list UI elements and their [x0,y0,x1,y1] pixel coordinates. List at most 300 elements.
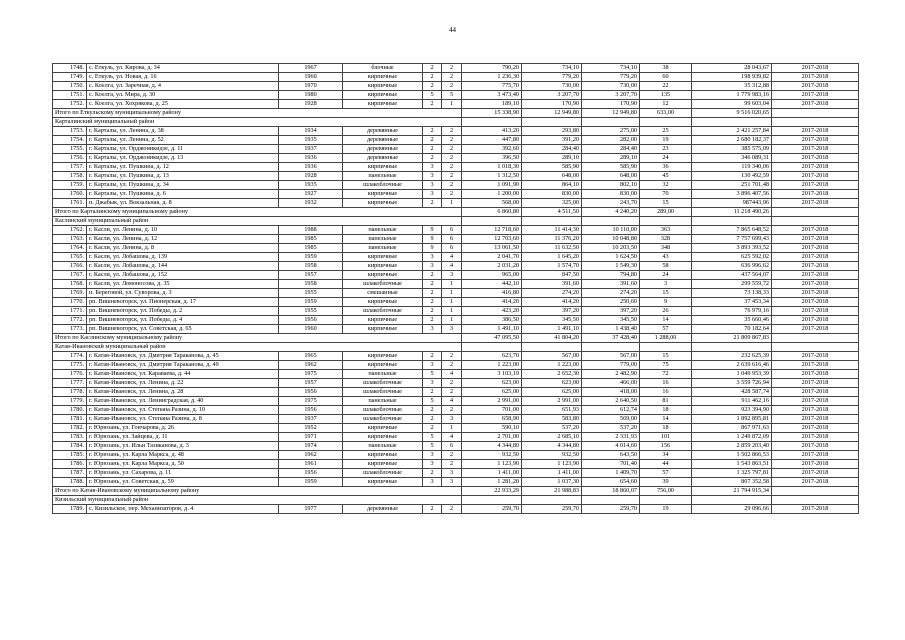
total-area-cell: 13 061,50 [462,244,522,253]
repair-period-cell: 2017-2018 [772,352,859,361]
repair-cost-cell: 2 680 182,37 [692,136,772,145]
residents-cell: 15 [640,352,692,361]
table-row [53,82,859,91]
floors-cell: 2 [423,145,442,154]
wall-material-cell: кирпичные [343,316,423,325]
repair-cost-cell: 299 559,72 [692,280,772,289]
address-cell: п. Джабык, ул. Вокзальная, д. 8 [87,199,279,208]
address-cell: г. Карталы, ул. Пушкина, д. 13 [87,172,279,181]
address-cell: с. Коелга, ул. Мира, д. 30 [87,91,279,100]
district-header-row [53,118,859,127]
premises-area-cell: 730,00 [522,82,582,91]
total-area-cell: 2 701,00 [462,433,522,442]
year-built-cell: 1936 [279,154,343,163]
repair-cost-cell: 346 089,31 [692,154,772,163]
row-number: 1765. [53,253,87,262]
entrances-cell: 2 [442,361,462,370]
repair-cost-cell: 923 394,90 [692,406,772,415]
total-area-cell: 623,70 [462,352,522,361]
total-area-cell: 2 031,20 [462,262,522,271]
premises-area-cell: 170,90 [522,100,582,109]
entrances-cell: 1 [442,316,462,325]
wall-material-cell: кирпичные [343,271,423,280]
table-row [53,370,859,379]
premises-area-cell: 864,10 [522,181,582,190]
wall-material-cell: шлакоблочные [343,388,423,397]
entrances-cell: 2 [442,460,462,469]
repair-cost-cell: 428 587,74 [692,388,772,397]
repair-cost-cell: 70 182,64 [692,325,772,334]
repair-cost-cell: 198 939,82 [692,73,772,82]
table-row [53,478,859,487]
wall-material-cell: кирпичные [343,325,423,334]
table-row [53,325,859,334]
entrances-cell: 4 [442,397,462,406]
entrances-cell: 3 [442,415,462,424]
residents-cell: 44 [640,460,692,469]
premises-area-cell: 623,00 [522,379,582,388]
row-number: 1756. [53,154,87,163]
year-built-cell: 1961 [279,460,343,469]
repair-period-cell: 2017-2018 [772,199,859,208]
floors-cell: 2 [423,73,442,82]
total-area-cell: 2 041,70 [462,253,522,262]
repair-cost-cell: 119 340,06 [692,163,772,172]
address-cell: г. Юрюзань, ул. Карла Маркса, д. 48 [87,451,279,460]
total-area-cell: 658,90 [462,415,522,424]
year-built-cell: 1935 [279,136,343,145]
table-row [53,352,859,361]
total-area-cell: 1 223,00 [462,361,522,370]
repair-cost-cell: 251 701,48 [692,181,772,190]
premises-area-cell: 567,00 [522,352,582,361]
address-cell: г. Катав-Ивановск, ул. Ленинградская, д. 40 [87,397,279,406]
wall-material-cell: смешанные [343,289,423,298]
floors-cell: 2 [423,424,442,433]
row-number: 1788. [53,478,87,487]
table-row [53,415,859,424]
table-row [53,244,859,253]
premises-area-cell: 2 991,00 [522,397,582,406]
residents-cell: 24 [640,271,692,280]
row-number: 1751. [53,91,87,100]
entrances-cell: 1 [442,307,462,316]
entrances-cell: 2 [442,82,462,91]
repair-cost-cell: 28 043,67 [692,64,772,73]
floors-cell: 2 [423,154,442,163]
year-built-cell: 1934 [279,127,343,136]
premises-area-cell: 625,00 [522,388,582,397]
premises-area-cell: 1 645,20 [522,253,582,262]
premises-area-cell: 932,50 [522,451,582,460]
residents-cell: 43 [640,253,692,262]
row-number: 1785. [53,451,87,460]
year-built-cell: 1928 [279,172,343,181]
premises-area-cell: 11 632,50 [522,244,582,253]
row-number: 1754. [53,136,87,145]
address-cell: с. Коелга, ул. Заречная, д. 4 [87,82,279,91]
floors-cell: 3 [423,181,442,190]
wall-material-cell: кирпичные [343,73,423,82]
floors-cell: 2 [423,406,442,415]
entrances-cell: 6 [442,235,462,244]
premises-area-cell: 2 685,10 [522,433,582,442]
row-number: 1757. [53,163,87,172]
entrances-cell: 6 [442,442,462,451]
row-number: 1750. [53,82,87,91]
entrances-cell: 4 [442,370,462,379]
floors-cell: 5 [423,433,442,442]
year-built-cell: 1988 [279,226,343,235]
entrances-cell: 6 [442,244,462,253]
table-row [53,442,859,451]
residential-area-cell: 418,00 [582,388,640,397]
empty-cell [772,217,859,226]
year-built-cell: 1937 [279,415,343,424]
wall-material-cell: панельные [343,235,423,244]
row-number: 1761. [53,199,87,208]
residents-cell: 15 [640,199,692,208]
row-number: 1787. [53,469,87,478]
wall-material-cell: кирпичные [343,352,423,361]
entrances-cell: 2 [442,163,462,172]
residents-cell: 756,00 [640,487,692,496]
repair-period-cell: 2017-2018 [772,271,859,280]
premises-area-cell: 397,20 [522,307,582,316]
address-cell: п. Береговой, ул. Суворова, д. 3 [87,289,279,298]
entrances-cell: 3 [442,325,462,334]
repair-cost-cell: 21 809 867,83 [692,334,772,343]
floors-cell: 3 [423,163,442,172]
residential-area-cell: 37 428,40 [582,334,640,343]
residential-area-cell: 1 549,30 [582,262,640,271]
row-number: 1766. [53,262,87,271]
empty-cell [640,343,692,352]
year-built-cell: 1967 [279,64,343,73]
total-area-cell: 1 281,20 [462,478,522,487]
entrances-cell: 3 [442,469,462,478]
wall-material-cell: деревянные [343,154,423,163]
repair-cost-cell: 1 502 866,53 [692,451,772,460]
wall-material-cell: кирпичные [343,190,423,199]
table-row [53,451,859,460]
table-row [53,424,859,433]
premises-area-cell: 289,10 [522,154,582,163]
floors-cell: 2 [423,136,442,145]
repair-cost-cell: 232 625,39 [692,352,772,361]
entrances-cell: 2 [442,388,462,397]
year-built-cell: 1932 [279,199,343,208]
repair-cost-cell: 987443,96 [692,199,772,208]
address-cell: г. Катав-Ивановск, ул. Ленина, д. 28 [87,388,279,397]
wall-material-cell: кирпичные [343,478,423,487]
table-row [53,271,859,280]
premises-area-cell: 12 949,80 [522,109,582,118]
table-row [53,100,859,109]
floors-cell: 2 [423,271,442,280]
wall-material-cell: кирпичные [343,451,423,460]
residential-area-cell: 648,00 [582,172,640,181]
residents-cell: 363 [640,226,692,235]
repair-period-cell: 2017-2018 [772,415,859,424]
wall-material-cell: шлакоблочные [343,181,423,190]
premises-area-cell: 414,20 [522,298,582,307]
address-cell: г. Юрюзань, ул. Зайцева, д. 11 [87,433,279,442]
row-number: 1770. [53,298,87,307]
address-cell: г. Касли, ул. Ломоносова, д. 35 [87,280,279,289]
premises-area-cell: 4 511,50 [522,208,582,217]
total-area-cell: 259,70 [462,505,522,514]
premises-area-cell: 3 207,70 [522,91,582,100]
premises-area-cell: 847,50 [522,271,582,280]
repair-period-cell: 2017-2018 [772,100,859,109]
residents-cell: 19 [640,136,692,145]
total-area-cell: 1 123,90 [462,460,522,469]
residential-area-cell: 2 482,90 [582,370,640,379]
residents-cell: 70 [640,190,692,199]
subtotal-label: Итого по Еткульскому муниципальному району [53,109,462,118]
row-number: 1783. [53,433,87,442]
residential-area-cell: 779,20 [582,73,640,82]
repair-cost-cell: 76 979,16 [692,307,772,316]
year-built-cell: 1985 [279,244,343,253]
address-cell: г. Юрюзань, ул. Сахарова, д. 11 [87,469,279,478]
repair-period-cell: 2017-2018 [772,424,859,433]
floors-cell: 2 [423,469,442,478]
entrances-cell: 2 [442,136,462,145]
year-built-cell: 1956 [279,469,343,478]
empty-cell [522,118,582,127]
table-row [53,172,859,181]
repair-period-cell: 2017-2018 [772,451,859,460]
empty-cell [462,118,522,127]
address-cell: г. Карталы, ул. Пушкина, д. 12 [87,163,279,172]
residents-cell: 16 [640,379,692,388]
floors-cell: 2 [423,316,442,325]
repair-period-cell: 2017-2018 [772,181,859,190]
residents-cell: 57 [640,469,692,478]
table-row [53,253,859,262]
district-subtotal-row [53,334,859,343]
table-row [53,91,859,100]
empty-cell [640,118,692,127]
residential-area-cell: 2 331,93 [582,433,640,442]
entrances-cell: 2 [442,352,462,361]
residents-cell: 3 [640,280,692,289]
row-number: 1762. [53,226,87,235]
empty-cell [692,118,772,127]
premises-area-cell: 11 376,20 [522,235,582,244]
subtotal-label: Итого по Карталинскому муниципальному району [53,208,462,217]
floors-cell: 2 [423,388,442,397]
total-area-cell: 1 312,50 [462,172,522,181]
repair-cost-cell: 11 218 490,26 [692,208,772,217]
row-number: 1778. [53,388,87,397]
year-built-cell: 1985 [279,235,343,244]
row-number: 1772. [53,316,87,325]
entrances-cell: 1 [442,289,462,298]
wall-material-cell: шлакоблочные [343,415,423,424]
total-area-cell: 1 200,00 [462,190,522,199]
residential-area-cell: 1 409,70 [582,469,640,478]
repair-cost-cell: 1 049 953,39 [692,370,772,379]
residential-area-cell: 10 110,00 [582,226,640,235]
district-subtotal-row [53,109,859,118]
year-built-cell: 1958 [279,262,343,271]
residents-cell: 81 [640,397,692,406]
residents-cell: 75 [640,361,692,370]
total-area-cell: 568,00 [462,199,522,208]
table-row [53,64,859,73]
empty-cell [582,496,640,505]
year-built-cell: 1935 [279,181,343,190]
row-number: 1763. [53,235,87,244]
wall-material-cell: кирпичные [343,199,423,208]
residents-cell: 12 [640,100,692,109]
total-area-cell: 414,20 [462,298,522,307]
total-area-cell: 1 491,10 [462,325,522,334]
premises-area-cell: 1 574,70 [522,262,582,271]
residential-area-cell: 250,60 [582,298,640,307]
repair-cost-cell: 2 859 203,40 [692,442,772,451]
table-row [53,505,859,514]
year-built-cell: 1927 [279,190,343,199]
row-number: 1775. [53,361,87,370]
total-area-cell: 3 103,19 [462,370,522,379]
floors-cell: 2 [423,298,442,307]
total-area-cell: 701,00 [462,406,522,415]
table-row [53,460,859,469]
year-built-cell: 1937 [279,145,343,154]
total-area-cell: 3 473,40 [462,91,522,100]
wall-material-cell: деревянные [343,127,423,136]
district-subtotal-row [53,208,859,217]
repair-cost-cell: 1 543 863,51 [692,460,772,469]
floors-cell: 5 [423,91,442,100]
address-cell: г. Касли, ул. Лобашова, д. 152 [87,271,279,280]
residential-area-cell: 170,90 [582,100,640,109]
residents-cell: 14 [640,415,692,424]
residential-area-cell: 10 203,50 [582,244,640,253]
total-area-cell: 1 236,30 [462,73,522,82]
entrances-cell: 2 [442,379,462,388]
repair-cost-cell: 437 564,07 [692,271,772,280]
repair-period-cell: 2017-2018 [772,82,859,91]
residential-area-cell: 345,50 [582,316,640,325]
row-number: 1760. [53,190,87,199]
entrances-cell: 2 [442,406,462,415]
wall-material-cell: шлакоблочные [343,469,423,478]
residents-cell: 135 [640,91,692,100]
residential-area-cell: 3 207,70 [582,91,640,100]
repair-cost-cell: 3 559 726,94 [692,379,772,388]
repair-cost-cell: 35 312,88 [692,82,772,91]
wall-material-cell: панельные [343,442,423,451]
table-row [53,73,859,82]
floors-cell: 3 [423,460,442,469]
table-row [53,154,859,163]
address-cell: г. Касли, ул. Ленина, д. 10 [87,226,279,235]
repair-period-cell: 2017-2018 [772,307,859,316]
table-row [53,235,859,244]
repair-period-cell: 2017-2018 [772,325,859,334]
table-row [53,262,859,271]
repair-period-cell: 2017-2018 [772,253,859,262]
row-number: 1767. [53,271,87,280]
row-number: 1780. [53,406,87,415]
total-area-cell: 423,20 [462,307,522,316]
repair-cost-cell: 130 492,59 [692,172,772,181]
premises-area-cell: 1 037,30 [522,478,582,487]
entrances-cell: 3 [442,478,462,487]
table-row [53,127,859,136]
empty-cell [640,217,692,226]
residential-area-cell: 275,00 [582,127,640,136]
empty-cell [522,496,582,505]
entrances-cell: 2 [442,190,462,199]
repair-period-cell: 2017-2018 [772,262,859,271]
district-name: Кизильский муниципальный район [53,496,462,505]
wall-material-cell: шлакоблочные [343,379,423,388]
repair-period-cell: 2017-2018 [772,433,859,442]
empty-cell [692,343,772,352]
entrances-cell: 3 [442,271,462,280]
entrances-cell: 2 [442,181,462,190]
repair-period-cell: 2017-2018 [772,289,859,298]
total-area-cell: 416,80 [462,289,522,298]
repair-period-cell: 2017-2018 [772,469,859,478]
total-area-cell: 590,10 [462,424,522,433]
total-area-cell: 965,00 [462,271,522,280]
floors-cell: 3 [423,253,442,262]
residential-area-cell: 10 048,80 [582,235,640,244]
wall-material-cell: кирпичные [343,361,423,370]
total-area-cell: 6 860,80 [462,208,522,217]
residents-cell: 23 [640,145,692,154]
wall-material-cell: шлакоблочные [343,280,423,289]
table-row [53,406,859,415]
premises-area-cell: 830,00 [522,190,582,199]
total-area-cell: 2 991,00 [462,397,522,406]
year-built-cell: 1959 [279,298,343,307]
row-number: 1759. [53,181,87,190]
total-area-cell: 447,80 [462,136,522,145]
total-area-cell: 12 718,60 [462,226,522,235]
residents-cell: 328 [640,235,692,244]
residential-area-cell: 802,10 [582,181,640,190]
repair-cost-cell: 3 893 393,52 [692,244,772,253]
floors-cell: 5 [423,397,442,406]
repair-cost-cell: 37 453,34 [692,298,772,307]
premises-area-cell: 2 652,30 [522,370,582,379]
total-area-cell: 790,20 [462,64,522,73]
address-cell: г. Катав-Ивановск, ул. Дмитрия Тараканова, д. 45 [87,352,279,361]
wall-material-cell: шлакоблочные [343,307,423,316]
floors-cell: 2 [423,127,442,136]
premises-area-cell: 21 988,83 [522,487,582,496]
year-built-cell: 1977 [279,505,343,514]
floors-cell: 3 [423,262,442,271]
residential-area-cell: 794,80 [582,271,640,280]
row-number: 1755. [53,145,87,154]
repair-period-cell: 2017-2018 [772,190,859,199]
wall-material-cell: кирпичные [343,82,423,91]
residential-area-cell: 779,00 [582,361,640,370]
repair-cost-cell: 2 639 616,46 [692,361,772,370]
repair-period-cell: 2017-2018 [772,280,859,289]
total-area-cell: 932,50 [462,451,522,460]
address-cell: рп. Вишневогорск, ул. Советская, д. 65 [87,325,279,334]
